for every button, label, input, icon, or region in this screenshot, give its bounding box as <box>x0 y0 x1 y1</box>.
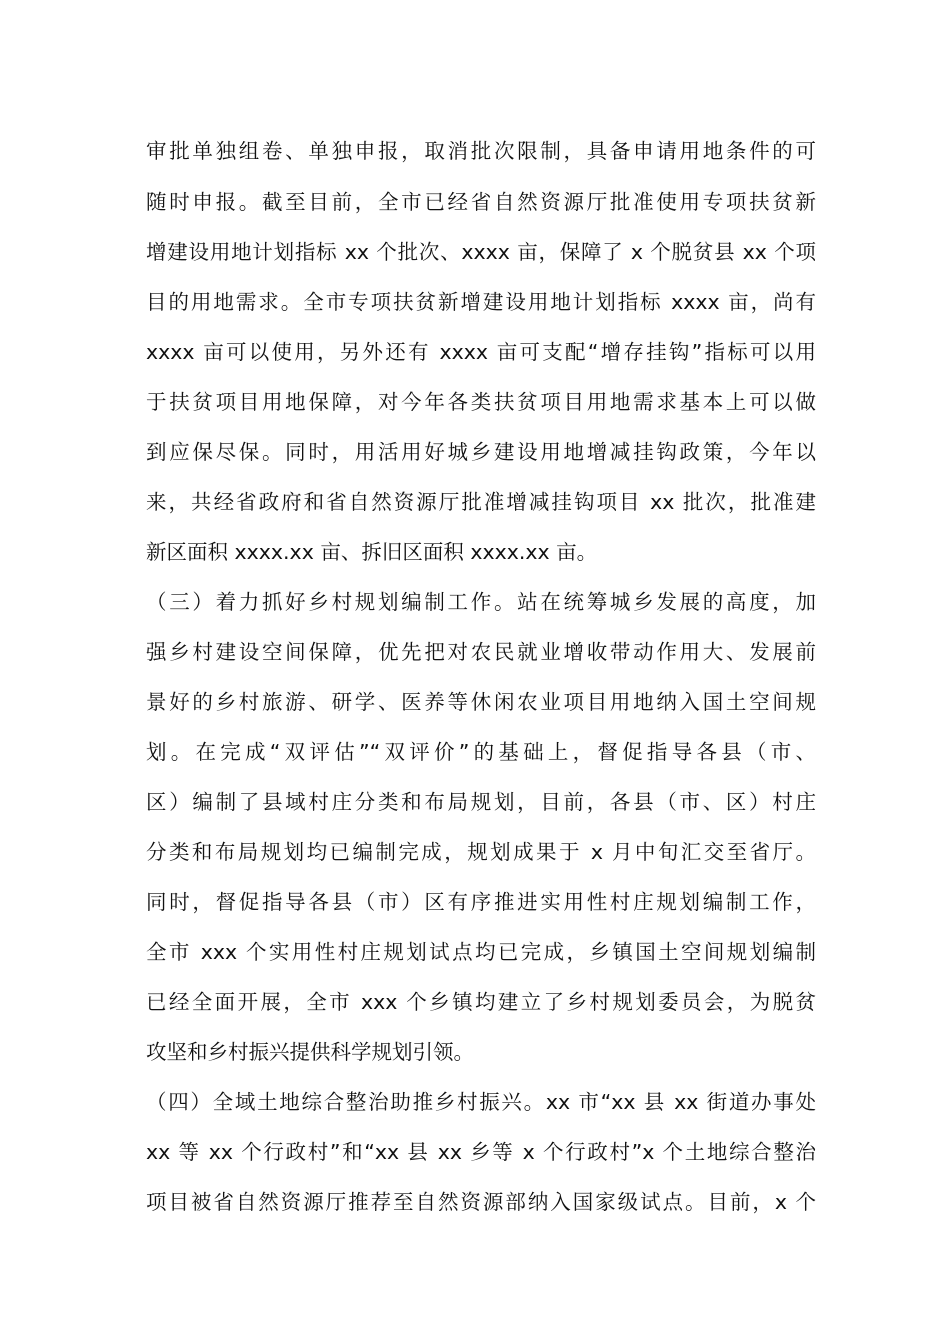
text-line: 目的用地需求。全市专项扶贫新增建设用地计划指标 xxxx 亩，尚有 <box>146 290 816 314</box>
text-line: 同时，督促指导各县（市）区有序推进实用性村庄规划编制工作， <box>146 890 816 914</box>
text-line: 项目被省自然资源厅推荐至自然资源部纳入国家级试点。目前，x 个 <box>146 1190 816 1214</box>
text-line: 随时申报。截至目前，全市已经省自然资源厅批准使用专项扶贫新 <box>146 190 816 214</box>
text-line: 区）编制了县域村庄分类和布局规划，目前，各县（市、区）村庄 <box>146 790 816 814</box>
text-line: （三）着力抓好乡村规划编制工作。站在统筹城乡发展的高度，加 <box>146 590 816 614</box>
text-line: 强乡村建设空间保障，优先把对农民就业增收带动作用大、发展前 <box>146 640 816 664</box>
text-line: 到应保尽保。同时，用活用好城乡建设用地增减挂钩政策，今年以 <box>146 440 816 464</box>
text-line: （四）全域土地综合整治助推乡村振兴。xx 市“xx 县 xx 街道办事处 <box>146 1090 816 1114</box>
text-line: xxxx 亩可以使用，另外还有 xxxx 亩可支配“增存挂钩”指标可以用 <box>146 340 816 364</box>
text-line: xx 等 xx 个行政村”和“xx 县 xx 乡等 x 个行政村”x 个土地综合整治 <box>146 1140 816 1164</box>
text-line: 划。在完成“双评估”“双评价”的基础上，督促指导各县（市、 <box>146 740 816 764</box>
text-line: 分类和布局规划均已编制完成，规划成果于 x 月中旬汇交至省厅。 <box>146 840 816 864</box>
text-line: 全市 xxx 个实用性村庄规划试点均已完成，乡镇国土空间规划编制 <box>146 940 816 964</box>
text-line: 已经全面开展，全市 xxx 个乡镇均建立了乡村规划委员会，为脱贫 <box>146 990 816 1014</box>
text-line: 来，共经省政府和省自然资源厅批准增减挂钩项目 xx 批次，批准建 <box>146 490 816 514</box>
text-line: 于扶贫项目用地保障，对今年各类扶贫项目用地需求基本上可以做 <box>146 390 816 414</box>
text-line: 景好的乡村旅游、研学、医养等休闲农业项目用地纳入国土空间规 <box>146 690 816 714</box>
text-line: 审批单独组卷、单独申报，取消批次限制，具备申请用地条件的可 <box>146 139 816 163</box>
text-line: 新区面积 xxxx.xx 亩、拆旧区面积 xxxx.xx 亩。 <box>146 540 598 564</box>
text-line: 增建设用地计划指标 xx 个批次、xxxx 亩，保障了 x 个脱贫县 xx 个项 <box>146 240 816 264</box>
text-line: 攻坚和乡村振兴提供科学规划引领。 <box>146 1040 474 1064</box>
